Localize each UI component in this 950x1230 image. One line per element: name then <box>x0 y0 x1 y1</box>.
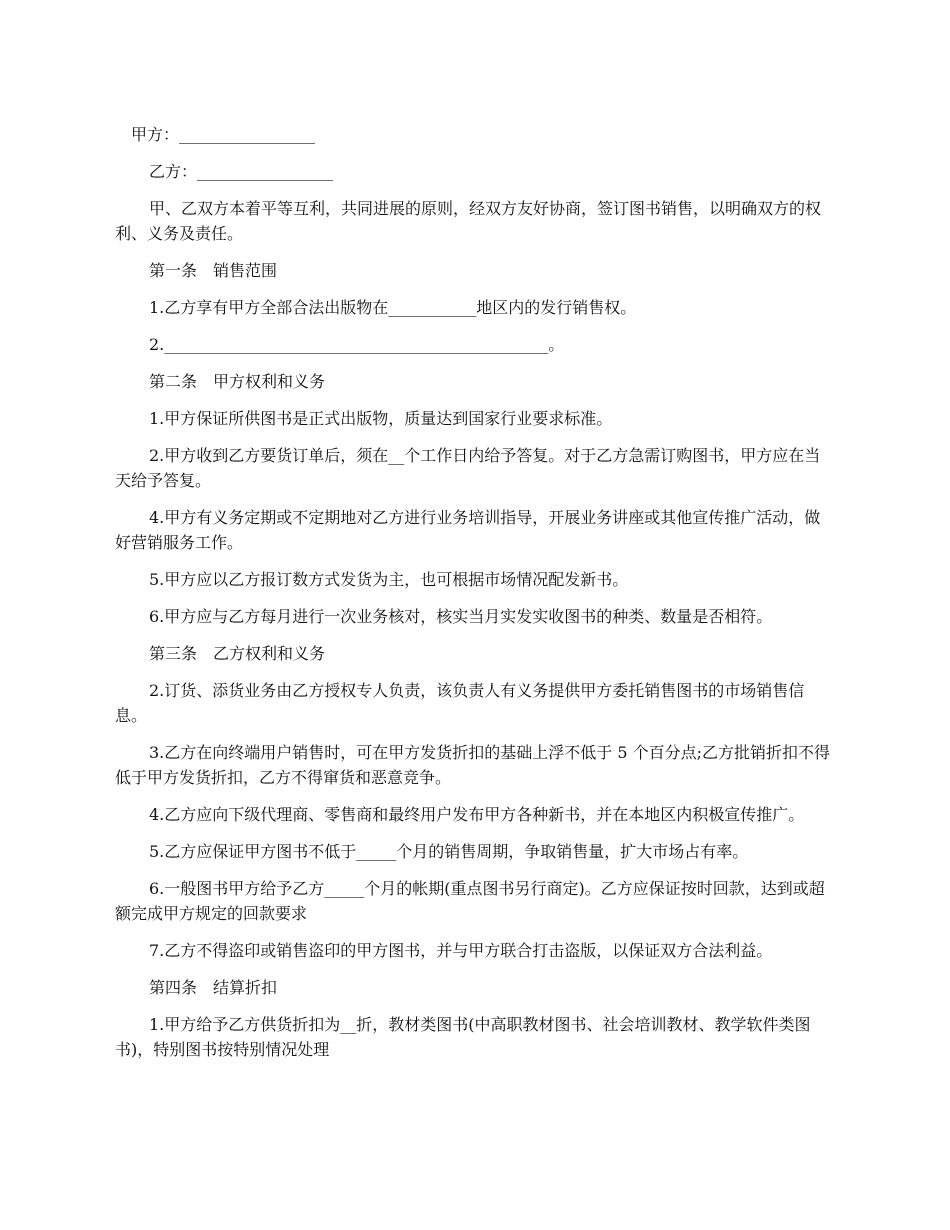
section-2-item-2: 2.甲方收到乙方要货订单后，须在__个工作日内给予答复。对于乙方急需订购图书，甲方应在当天给予答复。 <box>115 446 821 490</box>
section-4-item-1: 1.甲方给予乙方供货折扣为__折，教材类图书(中高职教材图书、社会培训教材、教学软件类图书)，特别图书按特别情况处理 <box>115 1015 811 1059</box>
section-2-item-6: 6.甲方应与乙方每月进行一次业务核对，核实当月实发实收图书的种类、数量是否相符。 <box>149 607 773 626</box>
section-3-heading: 第三条 乙方权利和义务 <box>149 644 326 663</box>
section-2-item-5: 5.甲方应以乙方报订数方式发货为主，也可根据市场情况配发新书。 <box>149 570 629 589</box>
party-b-line: 乙方：_________________ <box>149 162 334 181</box>
section-3-item-7: 7.乙方不得盗印或销售盗印的甲方图书，并与甲方联合打击盗版，以保证双方合法利益。 <box>149 941 773 960</box>
section-3-item-3: 3.乙方在向终端用户销售时，可在甲方发货折扣的基础上浮不低于 5 个百分点;乙方批销折扣不得低于甲方发货折扣，乙方不得窜货和恶意竞争。 <box>115 743 831 787</box>
section-3-item-6: 6.一般图书甲方给予乙方_____个月的帐期(重点图书另行商定)。乙方应保证按时回款，达到或超额完成甲方规定的回款要求 <box>115 879 825 923</box>
section-3-item-4: 4.乙方应向下级代理商、零售商和最终用户发布甲方各种新书，并在本地区内积极宣传推广。 <box>149 805 805 824</box>
section-3-item-2: 2.订货、添货业务由乙方授权专人负责，该负责人有义务提供甲方委托销售图书的市场销售信息。 <box>115 681 805 725</box>
section-1-item-1: 1.乙方享有甲方全部合法出版物在___________地区内的发行销售权。 <box>149 298 637 317</box>
section-4-heading: 第四条 结算折扣 <box>149 978 278 997</box>
contract-body <box>115 122 835 1074</box>
section-1-item-2: 2.________________________________________________。 <box>149 335 565 354</box>
section-2-heading: 第二条 甲方权利和义务 <box>149 372 326 391</box>
section-3-item-5: 5.乙方应保证甲方图书不低于_____个月的销售周期，争取销售量，扩大市场占有率。 <box>149 842 749 861</box>
section-1-heading: 第一条 销售范围 <box>149 261 278 280</box>
section-2-item-4: 4.甲方有义务定期或不定期地对乙方进行业务培训指导，开展业务讲座或其他宣传推广活动，做好营销服务工作。 <box>115 508 821 552</box>
section-2-item-1: 1.甲方保证所供图书是正式出版物，质量达到国家行业要求标准。 <box>149 409 613 428</box>
party-a-line: 甲方：_________________ <box>131 125 316 144</box>
intro-paragraph: 甲、乙双方本着平等互利，共同进展的原则，经双方友好协商，签订图书销售，以明确双方的权利、义务及责任。 <box>115 199 822 243</box>
